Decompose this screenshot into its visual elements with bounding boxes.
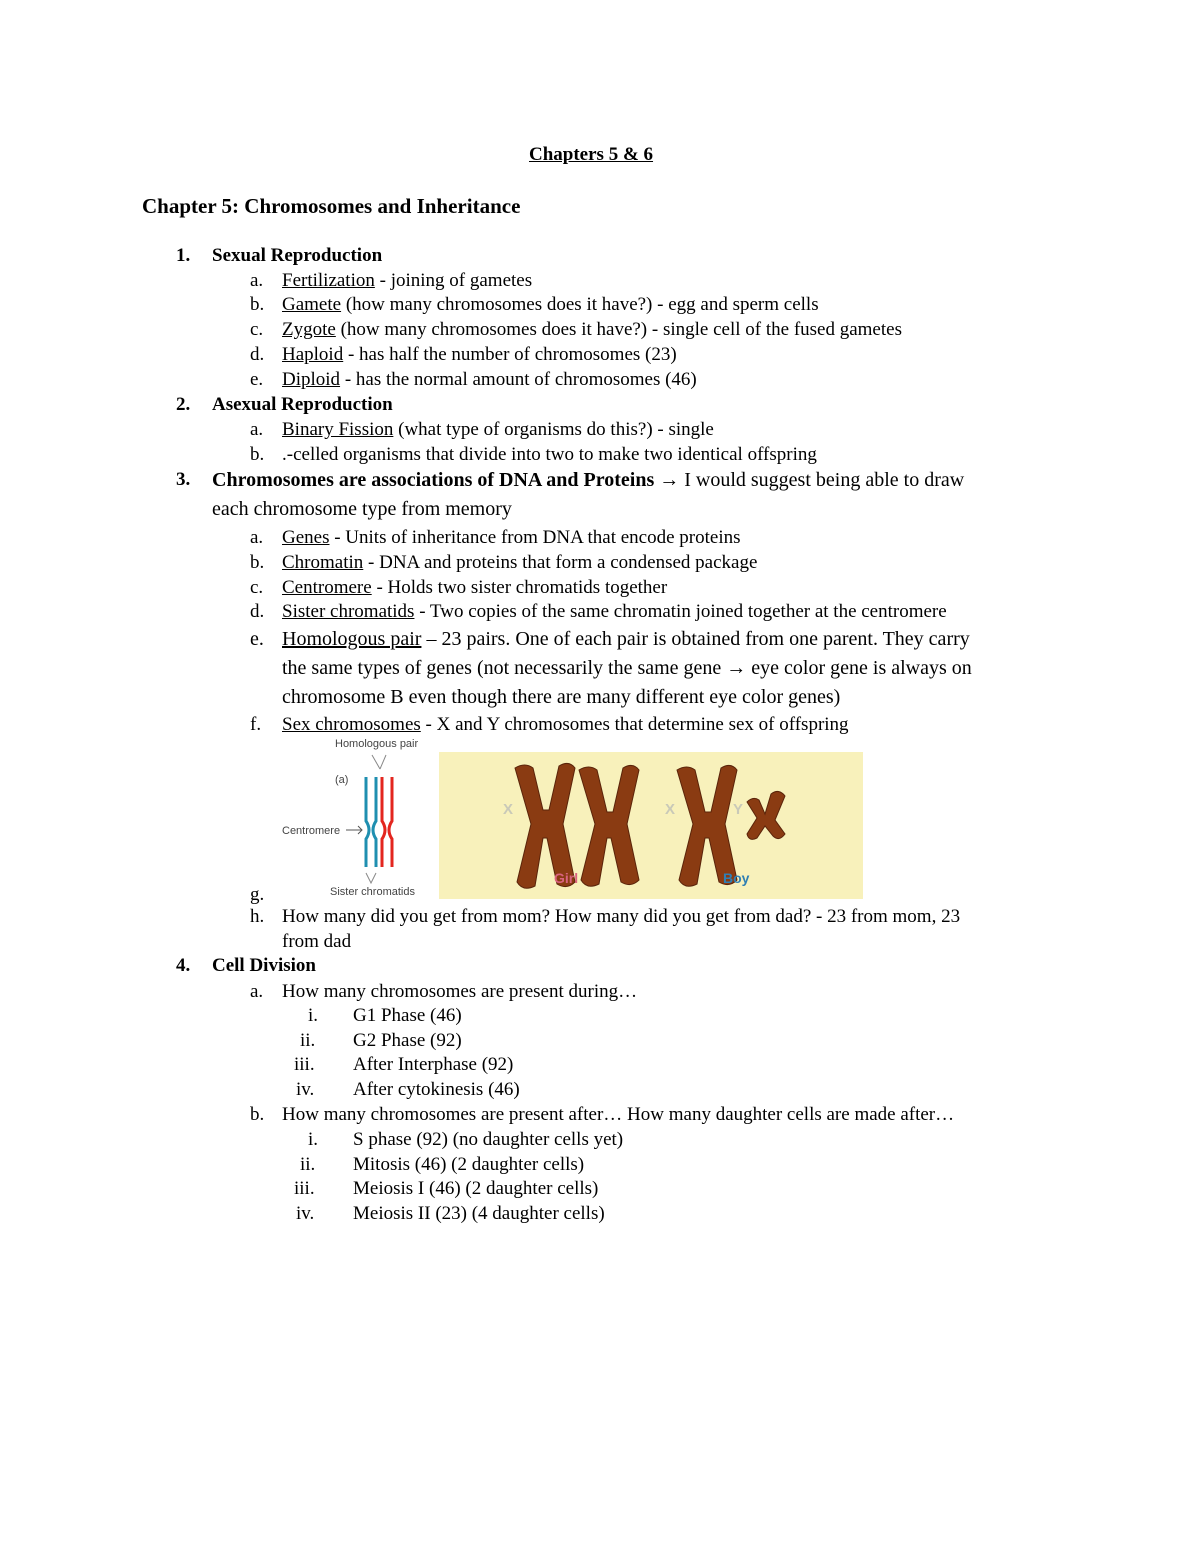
label-boy: Boy [723, 870, 750, 886]
definition: - joining of gametes [374, 270, 533, 291]
term: Zygote [282, 319, 336, 340]
definition: - Units of inheritance from DNA that encode proteins [329, 527, 741, 548]
page-title: Chapters 5 & 6 [529, 144, 654, 165]
list-marker: iv. [296, 1079, 315, 1100]
list-item [282, 318, 902, 342]
definition-continuation: the same types of genes (not necessarily the same gene → eye color gene is always on [282, 657, 972, 679]
list-marker: iii. [294, 1054, 315, 1075]
definition: (how many chromosomes does it have?) - egg and sperm cells [341, 294, 819, 315]
heading-note: → I would suggest being able to draw [654, 469, 965, 491]
figure-background [439, 752, 863, 899]
list-marker: b. [250, 1104, 265, 1125]
list-marker: b. [250, 294, 265, 315]
list-item: Meiosis II (23) (4 daughter cells) [353, 1203, 605, 1224]
section-heading: Asexual Reproduction [212, 394, 393, 415]
list-item [282, 600, 947, 624]
term: Sex chromosomes [282, 714, 421, 735]
list-item [282, 293, 819, 317]
list-marker: d. [250, 601, 265, 622]
list-marker: ii. [300, 1154, 316, 1175]
chromatid-red-left [382, 777, 385, 867]
definition: – 23 pairs. One of each pair is obtained from one parent. They carry [421, 628, 970, 650]
label-girl: Girl [554, 870, 579, 886]
label-y: Y [733, 801, 744, 818]
label-x: X [503, 801, 514, 818]
section-number: 3. [176, 469, 191, 490]
label-sister-chromatids: Sister chromatids [330, 886, 415, 898]
definition: (how many chromosomes does it have?) - single cell of the fused gametes [335, 319, 902, 340]
homologous-pair-diagram [280, 737, 430, 899]
list-item [282, 713, 849, 737]
list-item [282, 551, 757, 575]
heading-bold: Chromosomes are associations of DNA and Proteins [212, 469, 655, 491]
definition: - X and Y chromosomes that determine sex of offspring [420, 714, 849, 735]
definition: - DNA and proteins that form a condensed package [363, 552, 758, 573]
term: Sister chromatids [282, 601, 415, 622]
chromatid-red-right [389, 777, 392, 867]
list-marker: e. [250, 628, 264, 650]
list-marker: i. [308, 1129, 319, 1150]
term: Centromere [282, 577, 372, 598]
list-marker: f. [250, 714, 262, 735]
section-number: 4. [176, 955, 191, 976]
list-marker: g. [250, 884, 265, 905]
section-number: 1. [176, 245, 191, 266]
list-marker: a. [250, 270, 264, 291]
list-marker: iii. [294, 1178, 315, 1199]
term: Fertilization [282, 270, 375, 291]
list-item: G1 Phase (46) [353, 1005, 462, 1026]
section-heading [212, 468, 964, 492]
list-marker: a. [250, 419, 264, 440]
list-marker: a. [250, 527, 264, 548]
list-item [282, 269, 532, 293]
term: Chromatin [282, 552, 364, 573]
list-marker: i. [308, 1005, 319, 1026]
term: Gamete [282, 294, 342, 315]
list-marker: e. [250, 369, 264, 390]
list-item [282, 368, 697, 392]
list-marker: a. [250, 981, 264, 1002]
label-centromere: Centromere [282, 825, 341, 837]
chromatid-blue-left [366, 777, 369, 867]
list-marker: c. [250, 577, 264, 598]
definition: .-celled organisms that divide into two to make two identical offspring [282, 444, 817, 465]
definition: (what type of organisms do this?) - single [393, 419, 714, 440]
list-item [282, 526, 741, 550]
list-item: Meiosis I (46) (2 daughter cells) [353, 1178, 599, 1199]
section-heading: Cell Division [212, 955, 316, 976]
label-x: X [665, 801, 676, 818]
list-item [282, 418, 714, 442]
list-item: Mitosis (46) (2 daughter cells) [353, 1154, 585, 1175]
heading-continuation: each chromosome type from memory [212, 498, 512, 520]
term: Diploid [282, 369, 341, 390]
list-item: How many chromosomes are present during… [282, 981, 638, 1002]
list-item [282, 343, 677, 367]
sex-chromosomes-figure [439, 752, 863, 899]
section-heading: Sexual Reproduction [212, 245, 383, 266]
definition: - has half the number of chromosomes (23) [343, 344, 677, 365]
list-marker: c. [250, 319, 264, 340]
definition: - has the normal amount of chromosomes (46) [340, 369, 697, 390]
term: Haploid [282, 344, 344, 365]
label-homologous-pair: Homologous pair [335, 738, 419, 750]
list-item: How many did you get from mom? How many did you get from dad? - 23 from mom, 23 [282, 906, 961, 927]
list-item [282, 443, 817, 467]
list-marker: h. [250, 906, 265, 927]
bracket-bottom [366, 873, 376, 883]
list-marker: iv. [296, 1203, 315, 1224]
chromatid-blue-right [373, 777, 376, 867]
definition-continuation: from dad [282, 931, 352, 952]
centromere-arrow [346, 826, 362, 834]
definition-continuation: chromosome B even though there are many different eye color genes) [282, 686, 841, 708]
list-marker: b. [250, 444, 265, 465]
term: Genes [282, 527, 330, 548]
list-item: S phase (92) (no daughter cells yet) [353, 1129, 624, 1150]
definition: - Holds two sister chromatids together [371, 577, 668, 598]
term: Binary Fission [282, 419, 394, 440]
chapter-heading: Chapter 5: Chromosomes and Inheritance [142, 194, 521, 218]
bracket-top [372, 755, 386, 769]
list-item [282, 576, 667, 600]
list-marker: ii. [300, 1030, 316, 1051]
list-marker: b. [250, 552, 265, 573]
label-a: (a) [335, 774, 349, 786]
list-item: G2 Phase (92) [353, 1030, 462, 1051]
section-number: 2. [176, 394, 191, 415]
list-item: After Interphase (92) [353, 1054, 514, 1075]
term: Homologous pair [282, 628, 422, 650]
list-item: How many chromosomes are present after… How many daughter cells are made after… [282, 1104, 955, 1125]
list-item: After cytokinesis (46) [353, 1079, 520, 1100]
definition: - Two copies of the same chromatin joined together at the centromere [414, 601, 947, 622]
list-item [282, 627, 970, 651]
list-marker: d. [250, 344, 265, 365]
